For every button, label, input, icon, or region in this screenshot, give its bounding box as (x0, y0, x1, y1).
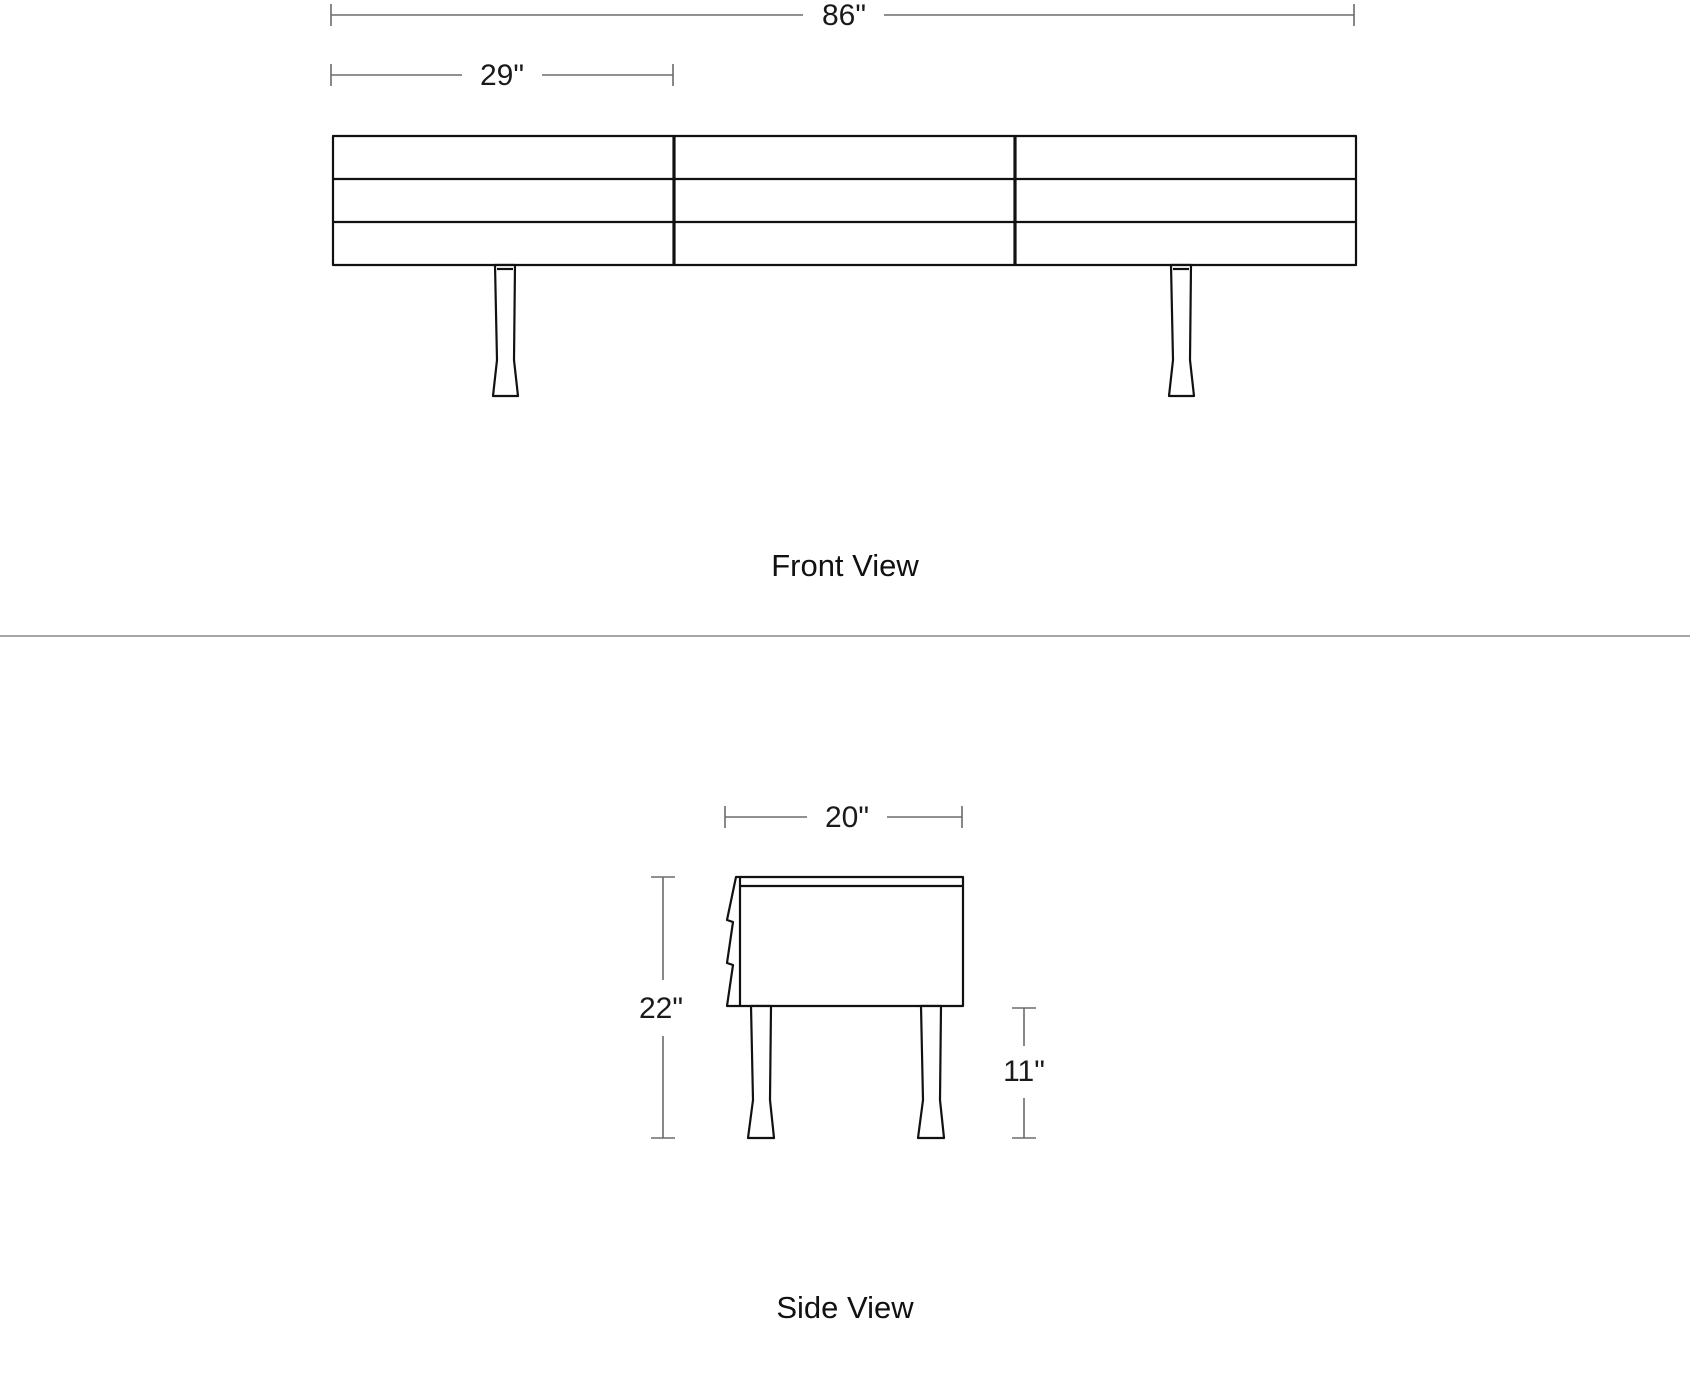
dimension-depth (725, 801, 962, 834)
dimension-label-depth: 20" (824, 801, 870, 834)
dimension-leg-height (1003, 1008, 1045, 1138)
dimension-section-width (331, 59, 673, 92)
cabinet-legs-front (493, 265, 1194, 396)
dimension-label-section-width: 29" (479, 59, 525, 92)
cabinet-legs-side (748, 1006, 944, 1138)
dimension-overall-height (639, 877, 683, 1138)
dimension-label-overall-height: 22" (638, 992, 684, 1025)
cabinet-side (727, 877, 963, 1006)
front-view-label: Front View (771, 548, 919, 583)
cabinet-front (333, 136, 1356, 265)
side-view-label: Side View (776, 1290, 914, 1325)
dimension-overall-width (331, 0, 1354, 32)
dimension-label-overall-width: 86" (821, 0, 867, 32)
front-view (331, 0, 1356, 583)
dimension-label-leg-height: 11" (1003, 1055, 1045, 1088)
side-view (639, 801, 1045, 1325)
